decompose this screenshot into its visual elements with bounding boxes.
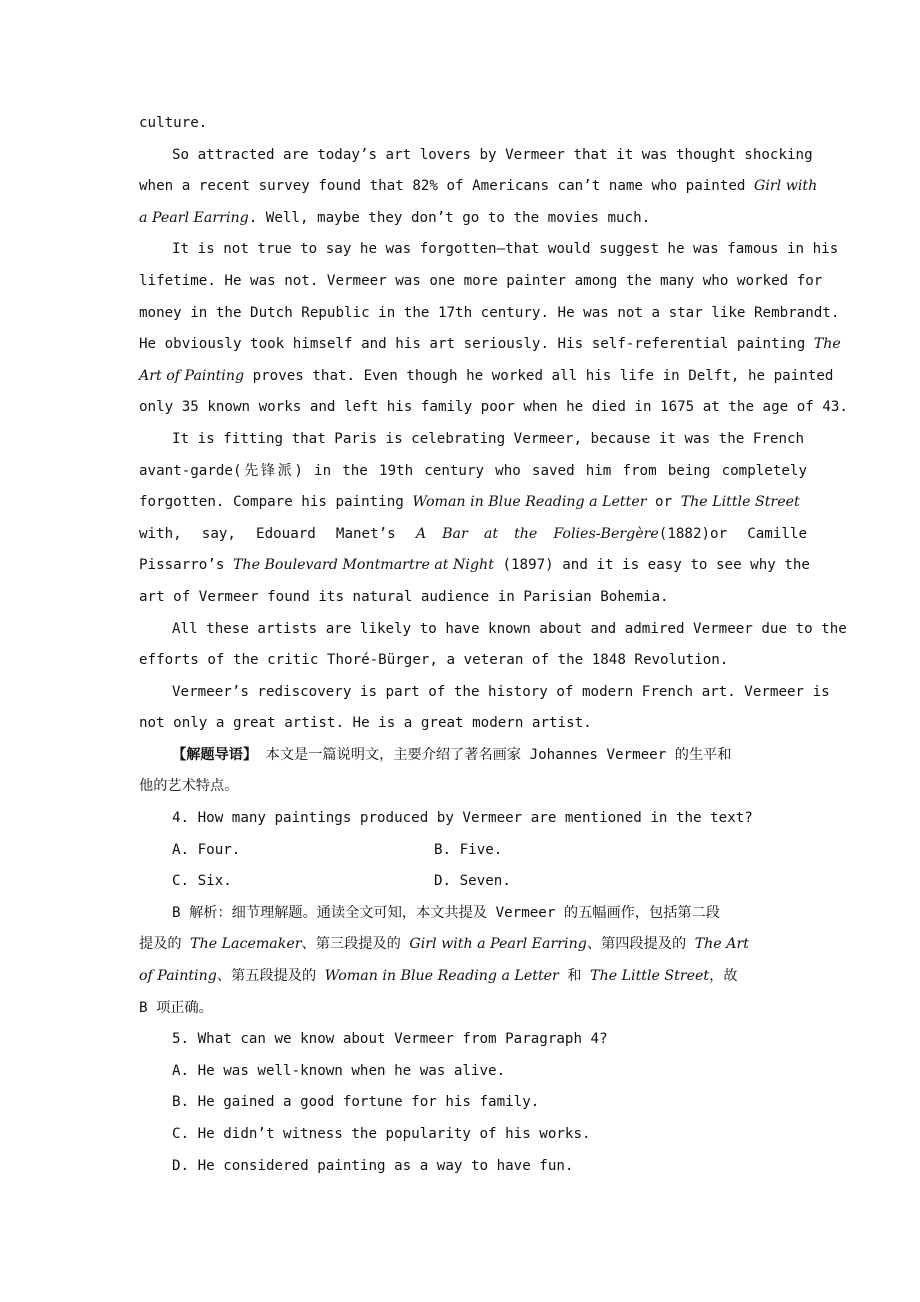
paragraph-6: Vermeer’s rediscovery is part of the history of modern French art. Vermeer is not only a great artist. He is a great modern artist.	[139, 683, 830, 732]
guide-section: 【解题导语】 本文是一篇说明文，主要介绍了著名画家 Johannes Vermeer 的生平和 他的艺术特点。	[139, 746, 732, 795]
analysis: B 解析：细节理解题。通读全文可知，本文共提及 Vermeer 的五幅画作，包括第二段 提及的 The Lacemaker、第三段提及的 Girl with a Pearl Earring、第四段提及的 The Art of Painting、第五段提及的 Woman in Blue Reading a Letter 和 The Little Street，故 B 项正确。	[139, 904, 749, 1016]
question-5	[139, 1024, 807, 1182]
painting-title: Girl with	[754, 178, 818, 195]
question-stem: 5. What can we know about Vermeer from Paragraph 4?	[172, 1031, 608, 1048]
option-b: B. He gained a good fortune for his family.	[172, 1094, 540, 1111]
painting-title: Art of Painting	[139, 367, 245, 384]
painting-title: The Little Street	[680, 494, 800, 511]
paragraph-1-tail: culture.	[139, 115, 208, 131]
option-d: D. Seven.	[434, 873, 511, 890]
painting-title: a Pearl Earring	[139, 209, 249, 226]
painting-title: Woman in Blue Reading a Letter	[412, 494, 647, 511]
painting-title: The	[813, 336, 841, 353]
painting-title: A Bar at the Folies-Bergère	[415, 525, 659, 542]
paragraph-2: So attracted are today’s art lovers by Vermeer that it was thought shocking when a recent survey found that 82% of Americans can’t name who painted Girl with a Pearl Earring. Well, maybe they don’t go to the movies much.	[139, 146, 818, 226]
paragraph-3: It is not true to say he was forgotten—that would suggest he was famous in his lifetime. He was not. Vermeer was one more painter among the many who worked for money in the Dutch Republic in the 17th century. He was not a star like Rembrandt. He obviously took himself and his art seriously. His self-referential painting The Art of Painting proves that. Even though he worked all his life in Delft, he painted only 35 known works and left his family poor when he died in 1675 at the age of 43.	[139, 241, 848, 416]
question-stem: 4. How many paintings produced by Vermeer are mentioned in the text?	[172, 810, 753, 827]
document-page	[139, 108, 848, 1182]
option-a: A. He was well-known when he was alive.	[172, 1062, 506, 1079]
paragraph-5: All these artists are likely to have known about and admired Vermeer due to the efforts of the critic Thoré-Bürger, a veteran of the 1848 Revolution.	[139, 620, 847, 669]
option-c: C. Six.	[172, 873, 232, 890]
guide-label: 【解题导语】	[172, 746, 258, 763]
question-4	[139, 803, 807, 1024]
option-d: D. He considered painting as a way to have fun.	[172, 1157, 574, 1174]
painting-title: The Boulevard Montmartre at Night	[232, 557, 494, 574]
option-b: B. Five.	[434, 841, 503, 858]
option-c: C. He didn’t witness the popularity of his works.	[172, 1126, 591, 1142]
paragraph-4: It is fitting that Paris is celebrating Vermeer, because it was the French avant-garde(先锋派) in the 19th century who saved him from being completely forgotten. Compare his painting Woman in Blue Reading a Letter or The Little Street with, say, Edouard Manet’s A Bar at the Folies-Bergère(1882)or Camille Pissarro’s The Boulevard Montmartre at Night (1897) and it is easy to see why the art of Vermeer found its natural audience in Parisian Bohemia.	[139, 430, 810, 605]
option-a: A. Four.	[172, 841, 241, 858]
